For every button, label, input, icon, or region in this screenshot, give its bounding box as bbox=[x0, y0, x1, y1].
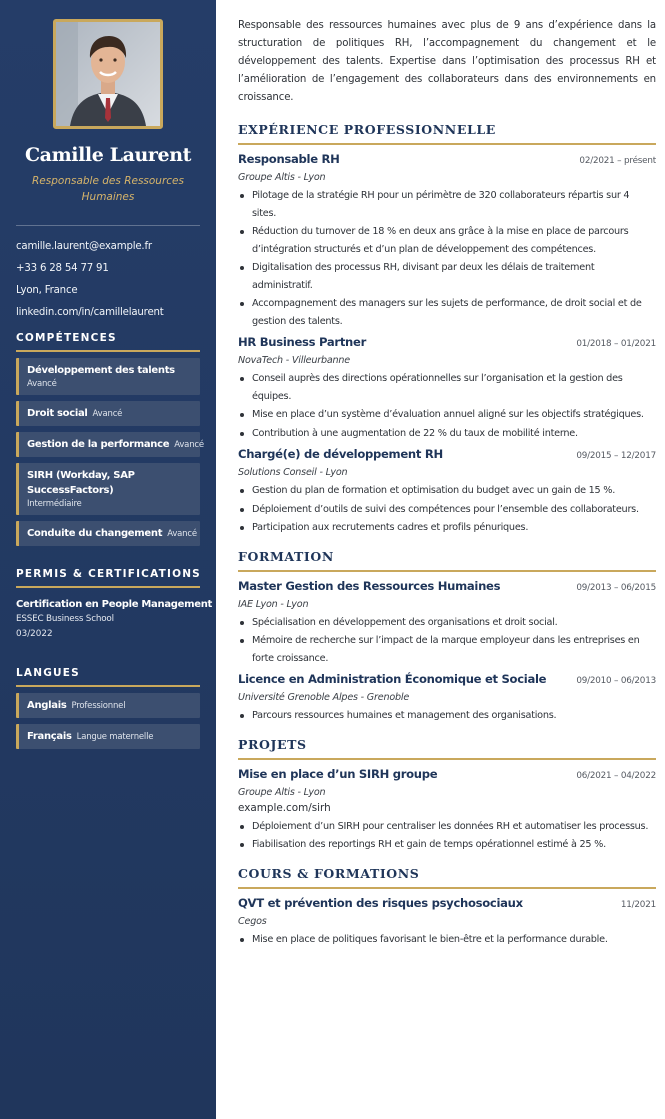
education-section bbox=[238, 549, 656, 725]
bullet-item: Mise en place d’un système d’évaluation annuel aligné sur les objectifs stratégiques. bbox=[238, 406, 656, 424]
bullet-item: Fiabilisation des reportings RH et gain de temps opérationnel estimé à 25 %. bbox=[238, 836, 656, 854]
bullet-item: Déploiement d’un SIRH pour centraliser les données RH et automatiser les processus. bbox=[238, 818, 656, 836]
skill-level: Intermédiaire bbox=[27, 499, 82, 509]
bullet-item: Parcours ressources humaines et management des organisations. bbox=[238, 707, 656, 725]
contact-phone[interactable]: +33 6 28 54 77 91 bbox=[16, 263, 109, 274]
entry-bullets bbox=[238, 818, 656, 854]
entry-org: NovaTech - Villeurbanne bbox=[238, 355, 351, 366]
entry-org: IAE Lyon - Lyon bbox=[238, 598, 309, 610]
languages-list bbox=[16, 693, 200, 749]
language-level: Langue maternelle bbox=[76, 732, 154, 742]
contact-location: Lyon, France bbox=[16, 285, 78, 296]
section-heading: COURS & FORMATIONS bbox=[238, 866, 656, 889]
project-link[interactable]: example.com/sirh bbox=[238, 801, 331, 814]
skill-item bbox=[16, 401, 200, 426]
section-heading: FORMATION bbox=[238, 549, 656, 572]
bullet-item: Mise en place de politiques favorisant le bien-être et la performance durable. bbox=[238, 931, 656, 949]
skill-name: Conduite du changement bbox=[27, 528, 163, 539]
language-name: Français bbox=[27, 731, 72, 742]
experience-section bbox=[238, 122, 656, 537]
language-name: Anglais bbox=[27, 700, 67, 711]
entry-date: 09/2013 – 06/2015 bbox=[576, 582, 656, 593]
contact-email[interactable]: camille.laurent@example.fr bbox=[16, 241, 152, 252]
skills-list bbox=[16, 358, 204, 546]
candidate-title: Responsable des Ressources Humaines bbox=[32, 175, 184, 203]
entry-bullets bbox=[238, 707, 656, 725]
bullet-item: Pilotage de la stratégie RH pour un périmètre de 320 collaborateurs répartis sur 4 sites. bbox=[238, 187, 656, 222]
bullet-item: Digitalisation des processus RH, divisant par deux les délais de traitement administratif. bbox=[238, 259, 656, 294]
entry-date: 02/2021 – présent bbox=[579, 156, 656, 166]
entry-org: Cegos bbox=[238, 915, 267, 927]
entry-bullets bbox=[238, 187, 656, 330]
bullet-item: Conseil auprès des directions opérationnelles sur l’organisation et la gestion des équipes. bbox=[238, 370, 656, 405]
sidebar bbox=[0, 0, 216, 1119]
entry-bullets bbox=[238, 482, 656, 537]
skill-level: Avancé bbox=[167, 529, 197, 539]
bullet-item: Gestion du plan de formation et optimisation du budget avec un gain de 15 %. bbox=[238, 482, 656, 500]
bullet-item: Spécialisation en développement des organisations et droit social. bbox=[238, 614, 656, 632]
entry-org: Université Grenoble Alpes - Grenoble bbox=[238, 692, 410, 703]
profile-photo-image bbox=[56, 22, 160, 126]
entry-bullets bbox=[238, 370, 656, 442]
entry-title: Responsable RH bbox=[238, 152, 340, 166]
experience-entry bbox=[238, 447, 656, 537]
entry-bullets bbox=[238, 614, 656, 668]
skill-name: SIRH (Workday, SAP SuccessFactors) bbox=[27, 470, 135, 496]
skill-name: Gestion de la performance bbox=[27, 439, 170, 450]
entry-title: Licence en Administration Économique et Sociale bbox=[238, 672, 547, 686]
skill-name: Droit social bbox=[27, 408, 88, 419]
skill-level: Avancé bbox=[27, 379, 57, 389]
certification-date: 03/2022 bbox=[16, 629, 53, 639]
entry-org: Solutions Conseil - Lyon bbox=[238, 467, 348, 478]
bullet-item: Contribution à une augmentation de 22 % du taux de mobilité interne. bbox=[238, 425, 656, 443]
entry-date: 01/2018 – 01/2021 bbox=[576, 339, 656, 349]
entry-bullets bbox=[238, 931, 656, 949]
entry-title: HR Business Partner bbox=[238, 335, 366, 349]
skill-item bbox=[16, 521, 200, 546]
entry-date: 11/2021 bbox=[620, 899, 656, 910]
certification-org: ESSEC Business School bbox=[16, 614, 114, 624]
skill-item bbox=[16, 358, 200, 395]
entry-title: Chargé(e) de développement RH bbox=[238, 447, 443, 461]
main-content bbox=[216, 0, 665, 1119]
courses-section bbox=[238, 866, 656, 949]
language-item bbox=[16, 724, 200, 749]
candidate-name: Camille Laurent bbox=[24, 144, 192, 166]
bullet-item: Déploiement d’outils de suivi des compétences pour l’ensemble des collaborateurs. bbox=[238, 501, 656, 519]
entry-org: Groupe Altis - Lyon bbox=[238, 172, 326, 183]
languages-heading: LANGUES bbox=[16, 667, 200, 687]
profile-summary: Responsable des ressources humaines avec plus de 9 ans d’expérience dans la structuration de politiques RH, l’accompagnement du changement et le développement des talents. Expertise dans l’optimisation des processus RH et l’amélioration de l’engagement des collaborateurs dans des environnements en croissance. bbox=[238, 20, 656, 103]
entry-title: QVT et prévention des risques psychosociaux bbox=[238, 895, 523, 910]
skill-item bbox=[16, 432, 204, 457]
projects-section bbox=[238, 737, 656, 854]
bullet-item: Accompagnement des managers sur les sujets de performance, de droit social et de gestion des talents. bbox=[238, 295, 656, 330]
bullet-item: Participation aux recrutements cadres et profils pénuriques. bbox=[238, 519, 656, 537]
skill-level: Avancé bbox=[174, 440, 204, 450]
bullet-item: Réduction du turnover de 18 % en deux ans grâce à la mise en place de parcours d’intégration structurés et d’un plan de développement des compétences. bbox=[238, 223, 656, 258]
experience-entry bbox=[238, 152, 656, 330]
contact-linkedin[interactable]: linkedin.com/in/camillelaurent bbox=[16, 307, 164, 318]
entry-title: Master Gestion des Ressources Humaines bbox=[238, 578, 501, 593]
course-entry bbox=[238, 896, 656, 949]
sidebar-divider bbox=[16, 225, 200, 226]
language-level: Professionnel bbox=[71, 701, 126, 711]
certifications-heading: PERMIS & CERTIFICATIONS bbox=[16, 568, 200, 588]
skill-name: Développement des talents bbox=[27, 365, 175, 376]
language-item bbox=[16, 693, 200, 718]
certification-name: Certification en People Management bbox=[16, 599, 213, 610]
entry-date: 06/2021 – 04/2022 bbox=[576, 770, 656, 781]
skill-item bbox=[16, 463, 200, 515]
project-entry bbox=[238, 767, 656, 854]
skill-level: Avancé bbox=[92, 409, 123, 419]
bullet-item: Mémoire de recherche sur l’impact de la marque employeur dans les entreprises en forte croissance. bbox=[238, 632, 656, 667]
certification-item bbox=[16, 597, 213, 642]
skills-heading: COMPÉTENCES bbox=[16, 332, 200, 352]
section-heading: PROJETS bbox=[238, 737, 656, 760]
contact-list bbox=[16, 236, 200, 324]
section-heading: EXPÉRIENCE PROFESSIONNELLE bbox=[238, 122, 656, 145]
experience-entry bbox=[238, 335, 656, 442]
entry-org: Groupe Altis - Lyon bbox=[238, 786, 326, 798]
entry-date: 09/2010 – 06/2013 bbox=[576, 676, 656, 686]
entry-title: Mise en place d’un SIRH groupe bbox=[238, 766, 438, 781]
education-entry bbox=[238, 672, 656, 725]
profile-photo bbox=[53, 19, 163, 129]
education-entry bbox=[238, 579, 656, 668]
entry-date: 09/2015 – 12/2017 bbox=[576, 451, 656, 461]
